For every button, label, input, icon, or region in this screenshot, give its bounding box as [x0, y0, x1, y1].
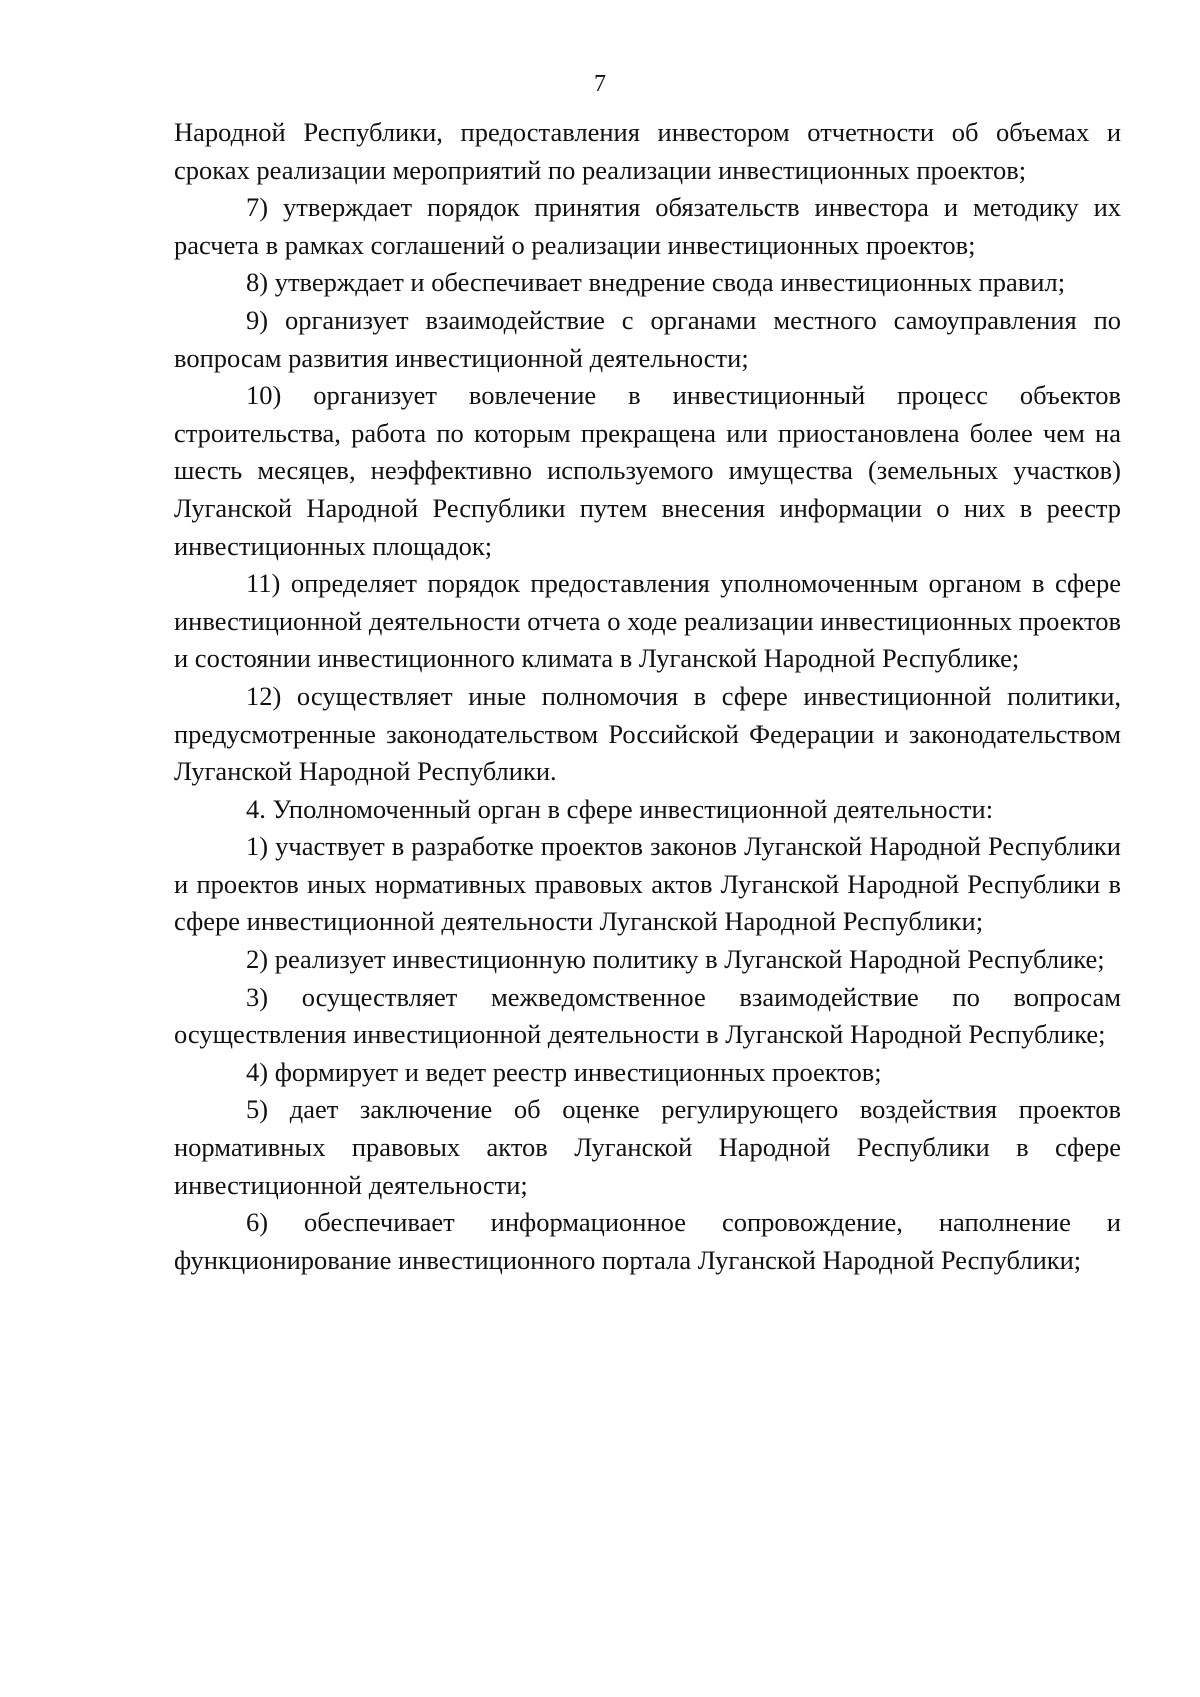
paragraph-subitem-6: 6) обеспечивает информационное сопровождение, наполнение и функционирование инвестиционного портала Луганской Народной Республики; [174, 1207, 1121, 1275]
paragraph-subitem-3: 3) осуществляет межведомственное взаимодействие по вопросам осуществления инвестиционной деятельности в Луганской Народной Республике; [174, 981, 1121, 1050]
paragraph-continuation: Народной Республики, предоставления инвестором отчетности об объемах и сроках реализации мероприятий по реализации инвестиционных проектов; [174, 117, 1121, 185]
paragraph-subitem-2: 2) реализует инвестиционную политику в Луганской Народной Республике; [246, 944, 1105, 975]
paragraph-item-9: 9) организует взаимодействие с органами местного самоуправления по вопросам развития инвестиционной деятельности; [174, 304, 1121, 373]
paragraph-section-4: 4. Уполномоченный орган в сфере инвестиционной деятельности: [246, 793, 994, 824]
paragraph-subitem-5: 5) дает заключение об оценке регулирующего воздействия проектов нормативных правовых актов Луганской Народной Республики в сфере инвестиционной деятельности; [174, 1094, 1121, 1200]
paragraph-item-7: 7) утверждает порядок принятия обязательств инвестора и методику их расчета в рамках соглашений о реализации инвестиционных проектов; [174, 192, 1121, 260]
paragraph-item-12: 12) осуществляет иные полномочия в сфере инвестиционной политики, предусмотренные законодательством Российской Федерации и законодательством Луганской Народной Республики. [174, 680, 1121, 787]
paragraph-item-10: 10) организует вовлечение в инвестиционный процесс объектов строительства, работа по которым прекращена или приостановлена более чем на шесть месяцев, неэффективно используемого имущества (земельных участков) Луганской Народной Республики путем внесения информации о них в реестр инвестиционных площадок; [174, 380, 1121, 561]
paragraph-subitem-4: 4) формирует и ведет реестр инвестиционных проектов; [246, 1056, 882, 1087]
page-number: 7 [594, 71, 606, 97]
paragraph-item-8: 8) утверждает и обеспечивает внедрение свода инвестиционных правил; [246, 267, 1066, 298]
paragraph-item-11: 11) определяет порядок предоставления уполномоченным органом в сфере инвестиционной деятельности отчета о ходе реализации инвестиционных проектов и состоянии инвестиционного климата в Луганской Народной Республике; [174, 568, 1121, 674]
document-body [174, 114, 1121, 1279]
paragraph-subitem-1: 1) участвует в разработке проектов законов Луганской Народной Республики и проектов иных нормативных правовых актов Луганской Народной Республики в сфере инвестиционной деятельности Луганской Народной Республики; [174, 831, 1121, 937]
